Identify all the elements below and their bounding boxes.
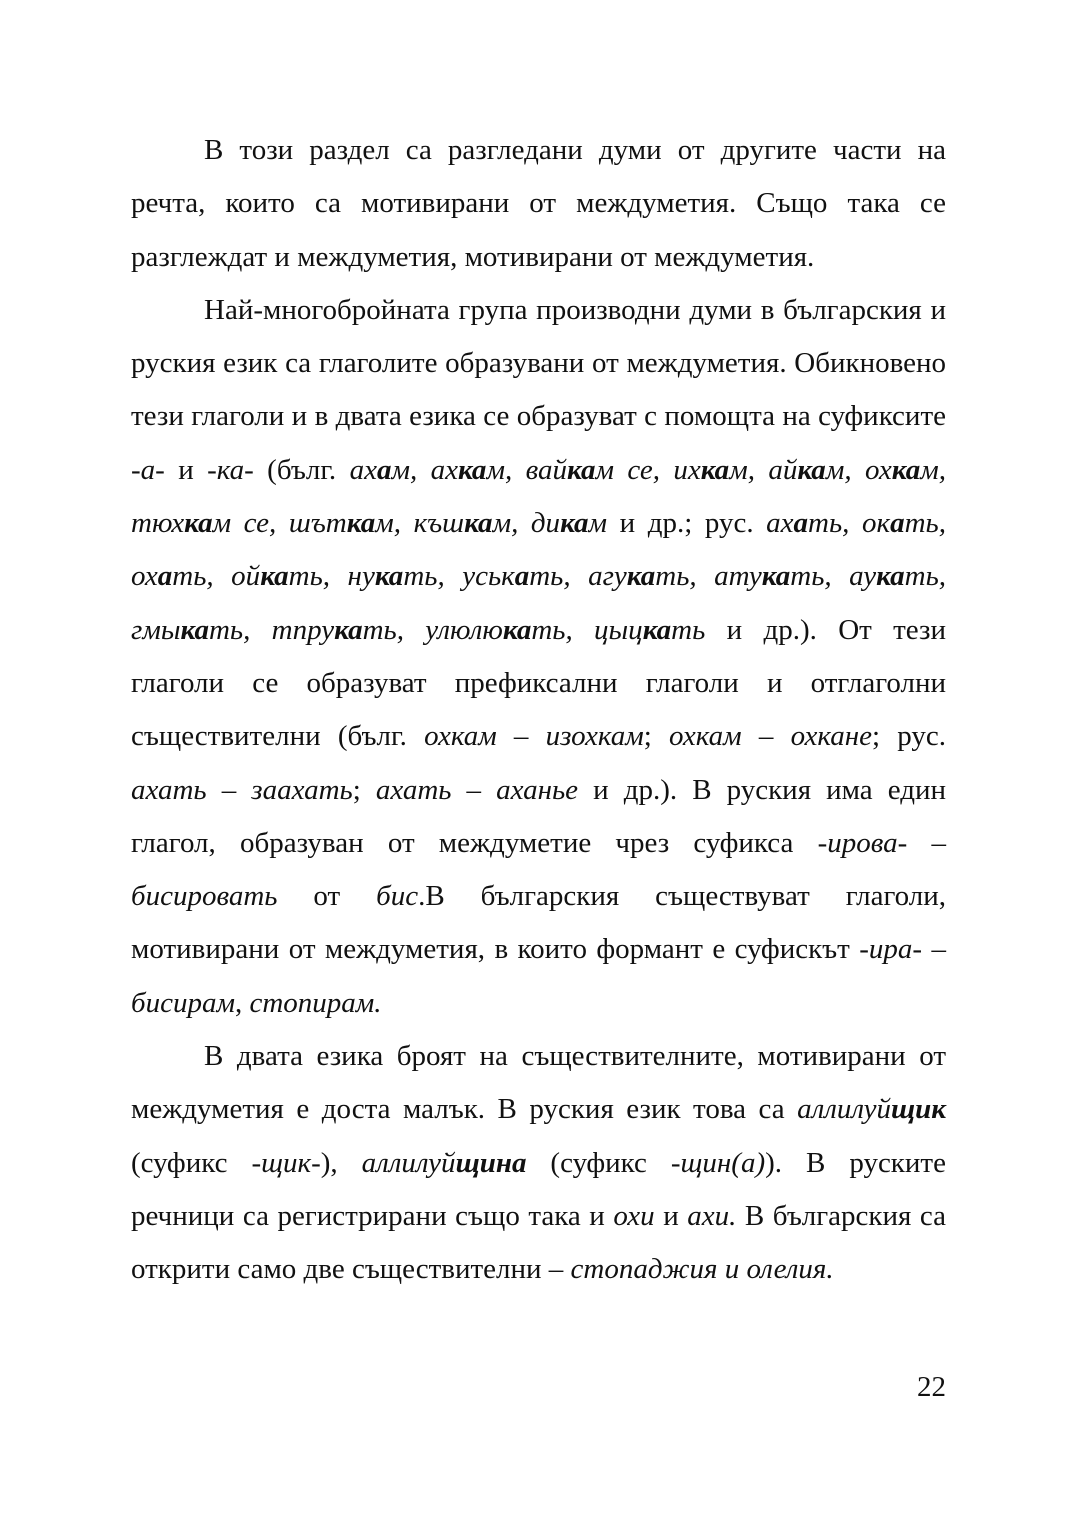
bold-italic-run: ка [184,507,213,540]
italic-run: ть, тпру [208,613,335,646]
italic-run: -щик- [251,1146,321,1179]
bold-italic-run: ка [464,507,493,540]
italic-run: ахать – аханье [375,773,579,806]
italic-run: м, къш [375,507,465,540]
italic-run: ть, ну [288,560,375,593]
italic-run: м [588,507,608,540]
text-run: ; [352,773,376,806]
bold-italic-run: ка [374,560,404,593]
italic-run: ть, ой [172,560,261,593]
bold-italic-run: ка [260,560,289,593]
italic-run: -щин(а) [670,1146,766,1179]
italic-run: ахать – заахать [131,773,353,806]
bold-italic-run: а [793,507,809,540]
bold-italic-run: а [514,560,530,593]
text-run: В този раздел са разгледани думи от другите части на речта, които са мотивирани от междуметия. Също така се разглеждат и междуметия, мотивирани от междуметия. [131,134,946,273]
italic-run: ть, ох [131,507,946,593]
text-run: Най-многобройната група производни думи в българския и руския език са глаголите образувани от междуметия. Обикновено тези глаголи и в двата езика се образуват с помощта на суфиксите [131,293,946,433]
text-run: ), [320,1146,362,1179]
bold-italic-run: ка [626,560,656,593]
italic-run: аллилуй [797,1093,892,1126]
italic-run: м, тюх [131,453,946,540]
paragraph [131,284,946,1030]
text-run: , [234,986,250,1019]
bold-italic-run: ка [180,613,209,646]
bold-italic-run: а [157,560,173,593]
document-body [131,124,946,1297]
text-run: ). В руските речници са регистрирани също така и [131,1146,946,1232]
italic-run: -ирова- – бисировать [131,826,946,913]
italic-run: м се, их [595,453,701,486]
bold-italic-run: а [890,507,905,540]
bold-italic-run: ка [346,507,376,540]
italic-run: стопирам. [249,986,382,1019]
text-run: и др.; рус. [607,507,767,540]
italic-run: ть, уськ [403,560,515,593]
italic-run: ть, цыц [531,613,643,646]
italic-run: ть, агу [529,560,627,593]
text-run: и др.). От тези глаголи се образуват префиксални глаголи и отглаголни съществителни (бълг. [131,613,947,753]
text-run: В двата езика броят на съществителните, мотивирани от междуметия е доста малък. В руския език това са [131,1040,946,1126]
italic-run: ть, улюлю [362,613,503,646]
italic-run: ах [349,453,377,486]
bold-italic-run: щик [891,1093,946,1126]
bold-italic-run: ка [891,453,921,486]
italic-run: охи [613,1199,655,1232]
text-run: (суфикс [526,1146,671,1179]
italic-run: м, вай [486,453,567,486]
text-run: (суфикс [131,1146,252,1179]
italic-run: м, ди [492,507,561,540]
bold-italic-run: ка [876,560,905,593]
italic-run: ть, гмы [131,560,947,646]
bold-italic-run: ка [566,453,596,486]
bold-italic-run: ка [642,613,672,646]
bold-italic-run: щина [455,1146,527,1179]
italic-run: ть, ау [790,560,877,593]
italic-run: бис [376,880,419,913]
bold-italic-run: ка [700,453,730,486]
italic-run: ах [766,507,794,540]
text-run: ; рус. [871,720,946,753]
text-run: и [654,1199,688,1232]
bold-italic-run: ка [761,560,791,593]
bold-italic-run: ка [560,507,589,540]
page-number: 22 [917,1371,946,1403]
italic-run: ть, ату [655,560,762,593]
text-run: и [164,453,208,486]
italic-run: м, ах [391,453,458,486]
text-run: ; [643,720,670,753]
italic-run: ть, ок [808,507,891,540]
bold-italic-run: а [376,453,392,486]
bold-italic-run: ка [457,453,487,486]
paragraph [131,1030,946,1296]
text-run: и др.). В руския има един глагол, образуван от междуметие чрез суфикса [131,773,947,859]
italic-run: охкам – изохкам [424,720,644,753]
italic-run: стопаджия и олелия. [570,1253,834,1286]
paragraph [131,124,946,284]
italic-run: м, ох [825,453,892,486]
text-run: от [277,880,377,913]
bold-italic-run: ка [334,613,363,646]
italic-run: -ира- – бисирам [131,933,946,1019]
bold-italic-run: ка [797,453,826,486]
italic-run: -ка- [207,453,254,486]
text-run: .В българския съществуват глаголи, мотивирани от междуметия, в които формант е суфискът [131,880,946,966]
italic-run: охкам – охкане [669,720,872,753]
italic-run: ть [671,613,706,646]
italic-run: ахи. [687,1199,737,1232]
italic-run: м се, шът [212,507,347,540]
text-run: В българския са открити само две съществителни – [131,1199,946,1286]
text-run: (бълг. [253,453,350,486]
italic-run: -а- [131,453,165,486]
italic-run: м, ай [729,453,798,486]
bold-italic-run: ка [502,613,532,646]
italic-run: аллилуй [361,1146,456,1179]
